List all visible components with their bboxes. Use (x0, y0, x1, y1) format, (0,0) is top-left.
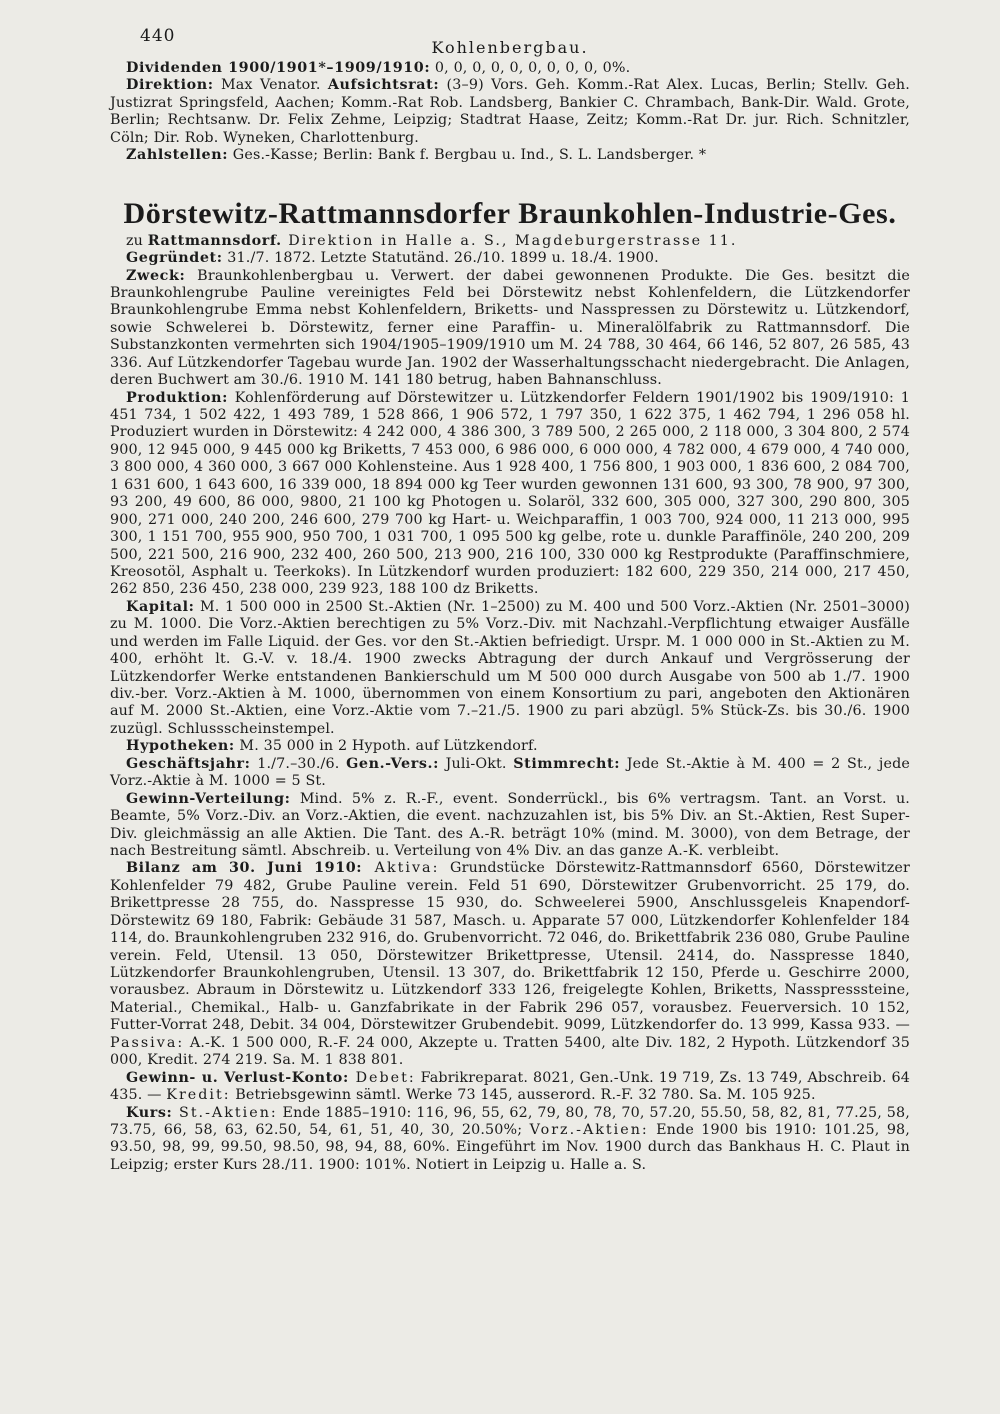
gegruendet-text: 31./7. 1872. Letzte Statutänd. 26./10. 1899 u. 18./4. 1900. (222, 250, 659, 267)
aufsichtsrat-label: Aufsichtsrat: (327, 77, 440, 94)
previous-company-entry (110, 60, 910, 165)
produktion-text: Kohlenförderung auf Dörstewitzer u. Lützkendorfer Feldern 1901/1902 bis 1909/1910: 1 451 734, 1 502 422, 1 493 789, 1 528 866, 1 906 572, 1 797 350, 1 622 375, 1 462 794, 1 296 058 hl. Produziert wurden in Dörstewitz: 4 242 000, 4 386 300, 3 789 500, 2 265 000, 2 118 000, 3 304 800, 2 574 900, 12 945 000, 9 445 000 kg Briketts, 7 453 000, 6 986 000, 6 000 000, 4 782 000, 4 679 000, 4 740 000, 3 800 000, 4 360 000, 3 667 000 Kohlensteine. Aus 1 928 400, 1 756 800, 1 903 000, 1 836 600, 2 084 700, 1 631 600, 1 643 600, 16 339 000, 18 894 000 kg Teer wurden gewonnen 131 600, 93 300, 78 900, 97 300, 93 200, 49 600, 86 000, 9800, 21 100 kg Photogen u. Solaröl, 332 600, 305 000, 327 300, 290 800, 305 900, 271 000, 240 200, 246 600, 279 700 kg Hart- u. Weichparaffin, 1 003 700, 924 000, 11 213 000, 995 300, 1 151 700, 955 900, 950 700, 1 031 700, 1 095 500 kg gelbe, rote u. dunkle Paraffinöle, 240 200, 209 500, 221 500, 216 900, 232 400, 260 500, 213 900, 216 100, 330 000 kg Restprodukte (Paraffinschmiere, Kreosotöl, Asphalt u. Teerkoks). In Lützkendorf wurden produziert: 182 600, 229 350, 214 000, 217 450, 262 850, 236 450, 238 000, 239 923, 188 100 dz Briketts. (110, 389, 910, 598)
zweck-paragraph (110, 268, 910, 390)
guv-paragraph (110, 1070, 910, 1105)
aufsichtsrat-text: (3–9) Vors. Geh. Komm.-Rat Alex. Lucas, Berlin; Stellv. Geh. Justizrat Springsfeld, Aachen; Komm.-Rat Rob. Landsberg, Bankier C. Chrambach, Bank-Dir. Wald. Grote, Berlin; Rechtsanw. Dr. Felix Zehme, Leipzig; Stadtrat Haase, Zeitz; Komm.-Rat Dr. jur. Rich. Schnitzler, Cöln; Dir. Rob. Wyneken, Charlottenburg. (110, 77, 910, 146)
guv-debet-label: Debet: (348, 1069, 416, 1086)
kurs-st-label: St.-Aktien: (172, 1104, 278, 1121)
zahlstellen-text: Ges.-Kasse; Berlin: Bank f. Bergbau u. Ind., S. L. Landsberger. * (228, 147, 707, 164)
kapital-text: M. 1 500 000 in 2500 St.-Aktien (Nr. 1–2500) zu M. 400 und 500 Vorz.-Aktien (Nr. 2501–3000) zu M. 1000. Die Vorz.-Aktien berechtigen zu 5% Vorz.-Div. mit Nachzahl.-Verpflichtung etwaiger Ausfälle und werden im Falle Liquid. der Ges. vor den St.-Aktien befriedigt. Urspr. M. 1 000 000 in St.-Aktien zu M. 400, erhöht lt. G.-V. v. 18./4. 1900 zwecks Abtragung der durch Ankauf und Vergrösserung der Lützkendorfer Werke entstandenen Bankierschuld um M 500 000 durch Ausgabe von 500 ab 1./7. 1900 div.-ber. Vorz.-Aktien à M. 1000, übernommen von einem Konsortium zu pari, angeboten den Aktionären auf M. 2000 St.-Aktien, eine Vorz.-Aktie vom 7.–21./5. 1900 zu pari abzügl. 5% Stück-Zs. bis 30./6. 1900 zuzügl. Schlussscheinstempel. (110, 598, 910, 737)
genvers-label: Gen.-Vers.: (346, 755, 439, 772)
hypotheken-label: Hypotheken: (126, 738, 235, 755)
gewinnverteilung-paragraph (110, 791, 910, 861)
kurs-st-text: Ende 1885–1910: 116, 96, 55, 62, 79, 80, 78, 70, 57.20, 55.50, 58, 82, 81, 77.25, 58, 73.75, 66, 58, 63, 62.50, 54, 61, 51, 40, 30, 20.50%; (110, 1104, 910, 1138)
bilanz-passiva-label: Passiva: (110, 1034, 185, 1051)
kapital-paragraph (110, 599, 910, 739)
bilanz-label: Bilanz am 30. Juni 1910: (126, 860, 363, 877)
bilanz-aktiva-text: Grundstücke Dörstewitz-Rattmannsdorf 6560, Dörstewitzer Kohlenfelder 79 482, Grube Pauline verein. Feld 51 690, Dörstewitzer Grubenvorricht. 25 179, do. Brikettpresse 28 755, do. Nasspresse 15 930, do. Schweelerei 5900, Anschlussgeleis Knapendorf-Dörstewitz 69 180, Fabrik: Gebäude 31 587, Masch. u. Apparate 57 000, Lützkendorfer Kohlenfelder 184 114, do. Braunkohlengruben 232 916, do. Grubenvorricht. 72 046, do. Brikettfabrik 236 080, Grube Pauline verein. Feld, Utensil. 13 050, Dörstewitzer Brikettpresse, Utensil. 2414, do. Nasspresse 1840, Lützkendorfer Braunkohlengruben, Utensil. 13 307, do. Brikettfabrik 12 150, Pferde u. Geschirre 2000, vorausbez. Abraum in Dörstewitz u. Lützkendorf 333 126, freigelegte Kohlen, Briketts, Nasspresssteine, Material., Chemikal., Halb- u. Ganzfabrikate in der Fabrik 296 057, vorausbez. Feuerversich. 10 152, Futter-Vorrat 248, Debit. 34 004, Dörstewitzer Grubendebit. 9099, Lützkendorfer do. 13 999, Kassa 933. — (110, 860, 910, 1034)
dividenden-text: 0, 0, 0, 0, 0, 0, 0, 0, 0, 0%. (430, 60, 631, 76)
kurs-label: Kurs: (126, 1104, 173, 1121)
page-header (110, 20, 910, 57)
company-title: Dörstewitz-Rattmannsdorfer Braunkohlen-Industrie-Ges. (123, 196, 897, 230)
guv-label: Gewinn- u. Verlust-Konto: (126, 1069, 349, 1086)
gegruendet-label: Gegründet: (126, 250, 223, 267)
stimmrecht-label: Stimmrecht: (513, 755, 621, 772)
subtitle-prefix: zu (126, 232, 148, 249)
running-head: Kohlenbergbau. (431, 38, 589, 57)
stimmrecht-text: Jede St.-Aktie à M. 400 = 2 St., jede Vorz.-Aktie à M. 1000 = 5 St. (110, 755, 910, 790)
kurs-vz-text: Ende 1900 bis 1910: 101.25, 98, 93.50, 98, 99, 99.50, 98.50, 98, 94, 88, 60%. Eingeführt im Nov. 1900 durch das Bankhaus H. C. Plaut in Leipzig; erster Kurs 28./11. 1900: 101%. Notiert in Leipzig u. Halle a. S. (110, 1121, 910, 1173)
gewinnverteilung-label: Gewinn-Verteilung: (126, 790, 291, 807)
zahlstellen-paragraph (110, 147, 910, 164)
kurs-paragraph (110, 1105, 910, 1175)
produktion-paragraph (110, 390, 910, 599)
geschaeftsjahr-label: Geschäftsjahr: (126, 755, 251, 772)
guv-kredit-label: Kredit: (166, 1087, 231, 1104)
dividenden-paragraph (110, 60, 910, 77)
zweck-label: Zweck: (126, 267, 186, 284)
company-subtitle (110, 233, 910, 250)
bilanz-passiva-text: A.-K. 1 500 000, R.-F. 24 000, Akzepte u. Tratten 5400, alte Div. 182, 2 Hypoth. Lützkendorf 35 000, Kredit. 274 219. Sa. M. 1 838 801. (110, 1034, 910, 1069)
geschaeftsjahr-paragraph (110, 756, 910, 791)
gegruendet-paragraph (110, 250, 910, 267)
geschaeftsjahr-text: 1./7.–30./6. (250, 755, 347, 772)
guv-debet-text: Fabrikreparat. 8021, Gen.-Unk. 19 719, Zs. 13 749, Abschreib. 64 435. — (110, 1069, 910, 1104)
subtitle-rest: Direktion in Halle a. S., Magdeburgerstrasse 11. (281, 232, 738, 249)
hypotheken-paragraph (110, 738, 910, 755)
kapital-label: Kapital: (126, 598, 195, 615)
hypotheken-text: M. 35 000 in 2 Hypoth. auf Lützkendorf. (234, 738, 538, 755)
zweck-text: Braunkohlenbergbau u. Verwert. der dabei gewonnenen Produkte. Die Ges. besitzt die Braunkohlengrube Pauline vereinigtes Feld bei Dörstewitz nebst Kohlenfeldern, die Lützkendorfer Braunkohlengrube Emma nebst Kohlenfeldern, Briketts- und Nasspressen zu Dörstewitz u. Lützkendorf, sowie Schwelerei b. Dörstewitz, ferner eine Paraffin- u. Mineralölfabrik zu Rattmannsdorf. Die Substanzkonten vermehrten sich 1904/1905–1909/1910 um M. 24 788, 30 464, 66 146, 52 807, 26 585, 43 336. Auf Lützkendorfer Tagebau wurde Jan. 1902 der Wasserhaltungsschacht niedergebracht. Die Anlagen, deren Buchwert am 30./6. 1910 M. 141 180 betrug, haben Bahnanschluss. (110, 267, 910, 389)
bilanz-aktiva-label: Aktiva: (362, 860, 440, 877)
page-number: 440 (140, 26, 176, 46)
company-entry (110, 233, 910, 1175)
dividenden-label: Dividenden 1900/1901*–1909/1910: (126, 60, 431, 76)
direktion-paragraph (110, 77, 910, 147)
direktion-text: Max Venator. (213, 77, 321, 94)
gewinnverteilung-text: Mind. 5% z. R.-F., event. Sonderrückl., bis 6% vertragsm. Tant. an Vorst. u. Beamte, 5% Vorz.-Div. an Vorz.-Aktien, die event. nachzuzahlen ist, bis 5% Div. an St.-Aktien, Rest Super-Div. gleichmässig an alle Aktien. Die Tant. des A.-R. beträgt 10% (mind. M. 3000), von dem Betrage, der nach Bestreitung sämtl. Abschreib. u. Verteilung von 4% Div. an das ganze A.-K. verbleibt. (110, 790, 910, 859)
zahlstellen-label: Zahlstellen: (126, 147, 229, 164)
subtitle-place: Rattmannsdorf. (147, 232, 282, 249)
guv-kredit-text: Betriebsgewinn sämtl. Werke 73 145, ausserord. R.-F. 32 780. Sa. M. 105 925. (230, 1087, 816, 1104)
produktion-label: Produktion: (126, 389, 228, 406)
bilanz-paragraph (110, 860, 910, 1069)
direktion-label: Direktion: (126, 77, 214, 94)
genvers-text: Juli-Okt. (439, 755, 514, 772)
kurs-vz-label: Vorz.-Aktien: (529, 1121, 649, 1138)
